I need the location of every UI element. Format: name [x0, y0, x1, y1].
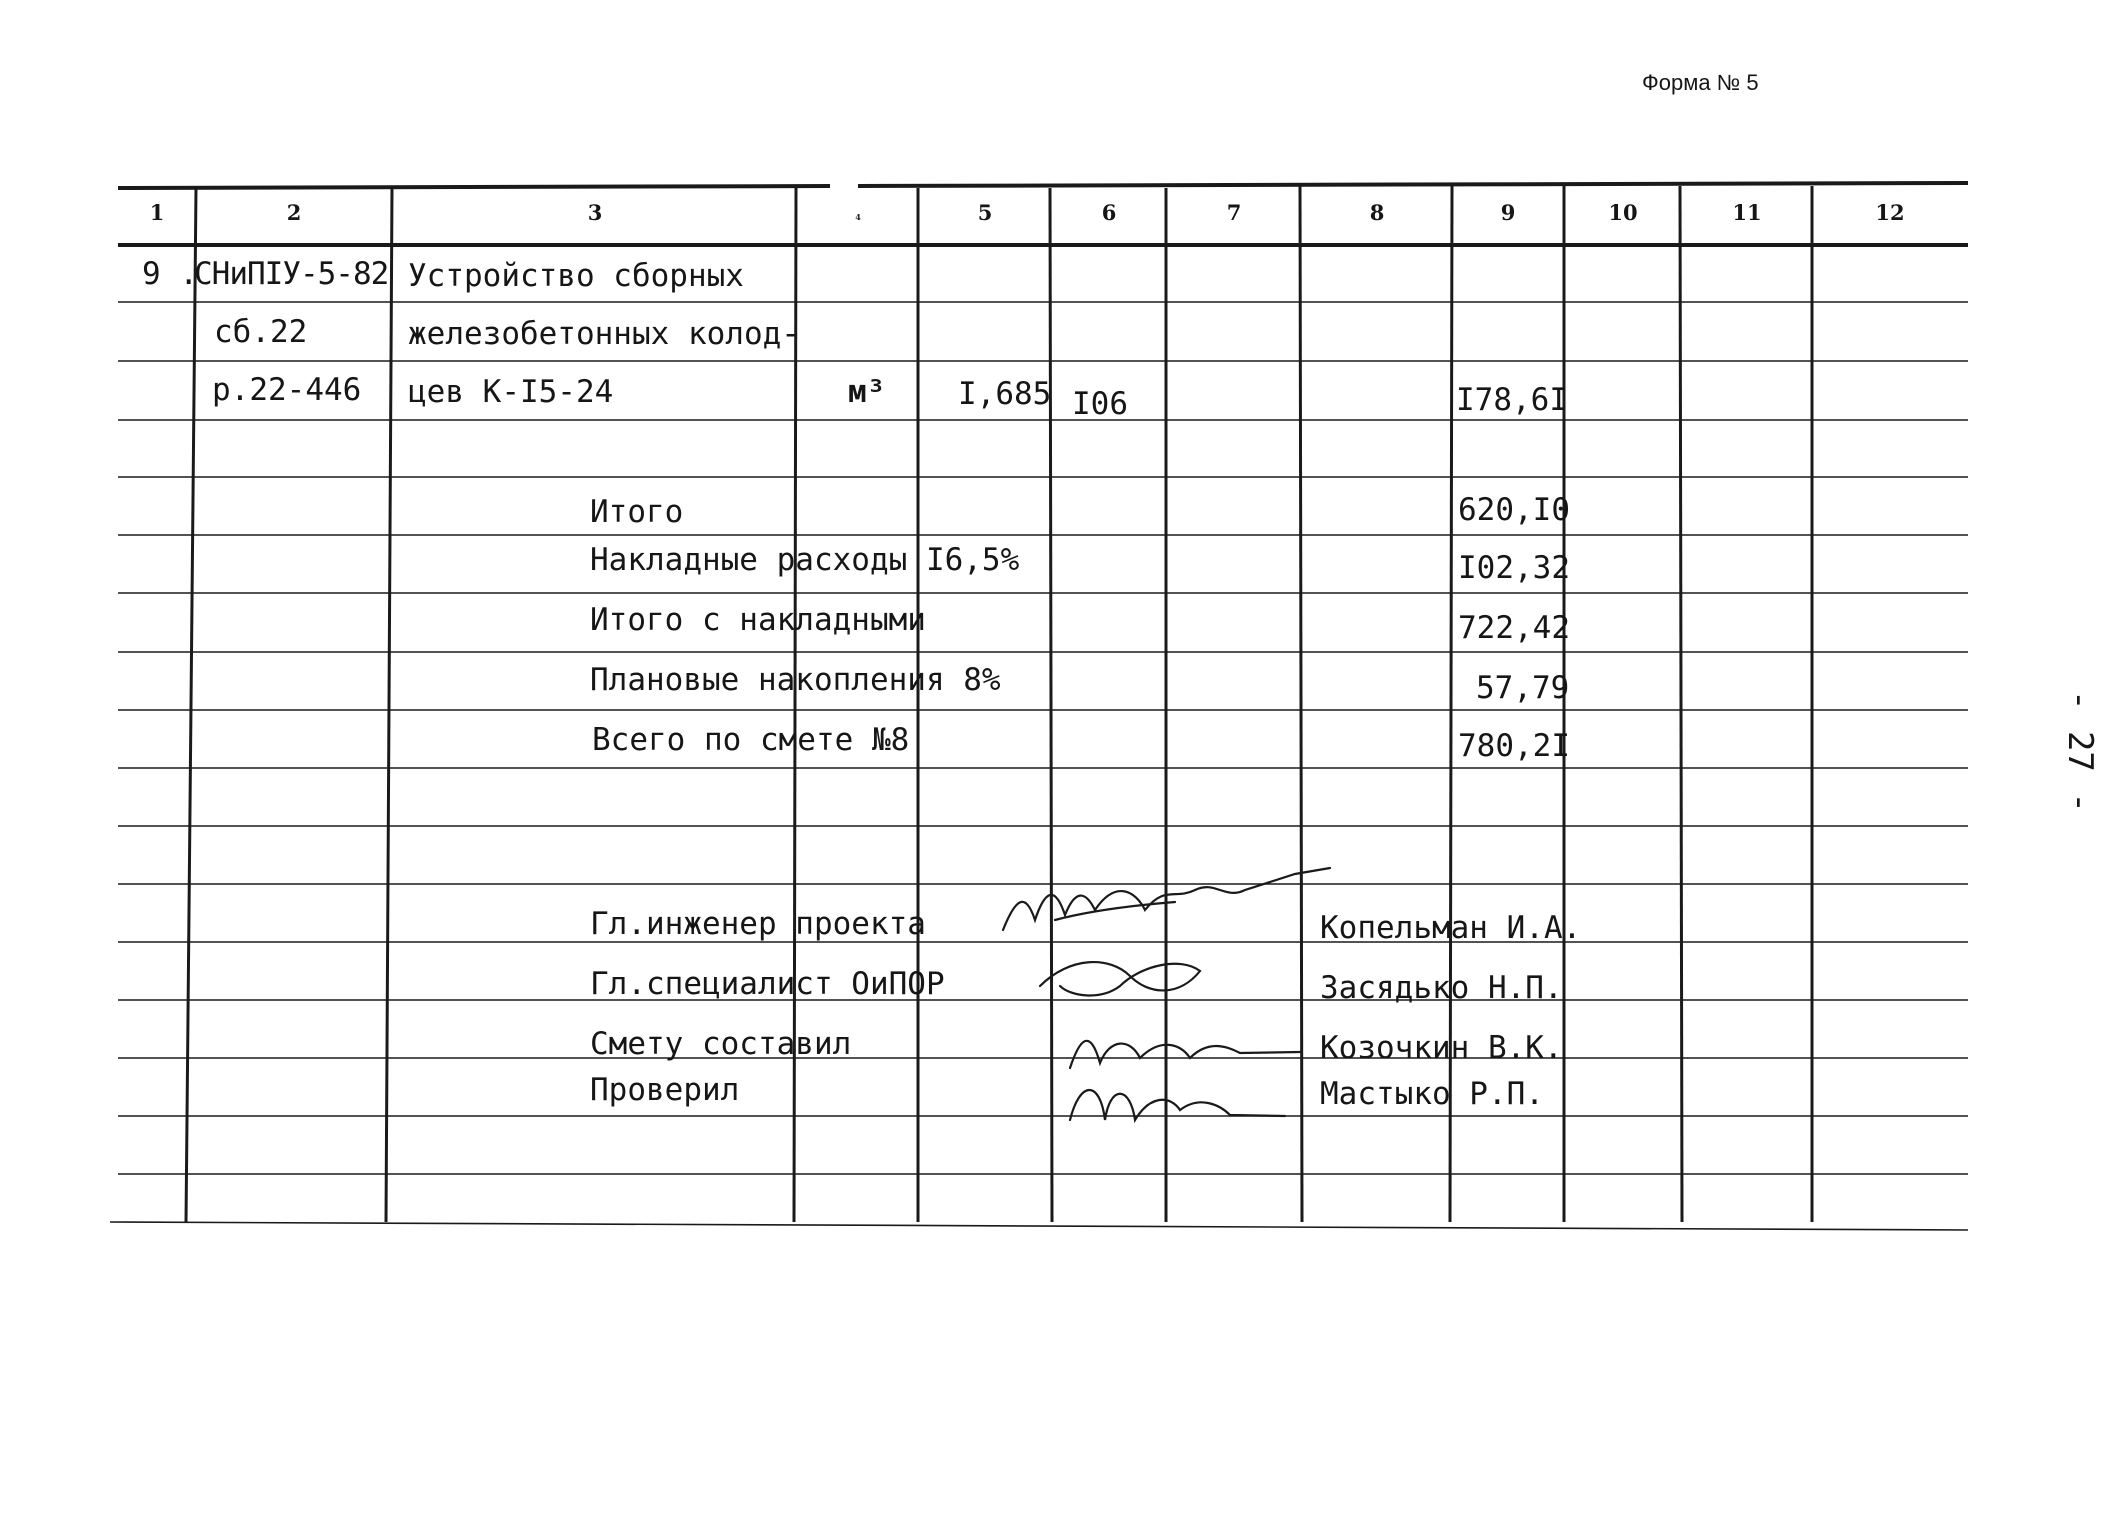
column-header-11: 11 — [1732, 200, 1762, 225]
handwritten-signature-chief-engineer — [995, 860, 1335, 950]
signature-name-chief-engineer: Копельман И.А. — [1320, 910, 1582, 946]
column-header-12: 12 — [1875, 200, 1905, 225]
item-ref-line-1: СНиПIУ-5-82 — [194, 256, 389, 292]
summary-value-total-with-overhead: 722,42 — [1458, 610, 1570, 646]
signature-role-chief-engineer: Гл.инженер проекта — [590, 906, 926, 942]
column-header-3: 3 — [587, 200, 603, 225]
column-header-4: 4 — [855, 212, 861, 222]
signature-name-compiled-by: Козочкин В.К. — [1320, 1030, 1563, 1066]
summary-value-total: 620,I0 — [1458, 492, 1570, 528]
column-header-8: 8 — [1369, 200, 1385, 225]
summary-label-grand-total: Всего по смете №8 — [592, 722, 910, 758]
summary-label-total-with-overhead: Итого с накладными — [590, 602, 926, 638]
item-unit-price: I06 — [1072, 386, 1128, 422]
signature-name-checked-by: Мастыко Р.П. — [1320, 1076, 1544, 1112]
summary-label-overhead: Накладные расходы I6,5% — [590, 542, 1020, 578]
item-quantity: I,685 — [958, 376, 1052, 412]
summary-value-planned-savings: 57,79 — [1476, 670, 1570, 706]
page-number: - 27 - — [2060, 690, 2100, 813]
handwritten-signature-compiled-by — [1060, 1018, 1310, 1078]
item-ref-line-3: р.22-446 — [212, 372, 362, 408]
summary-value-grand-total: 780,2I — [1458, 728, 1570, 764]
item-ref-line-2: сб.22 — [214, 314, 308, 350]
column-header-9: 9 — [1500, 200, 1516, 225]
item-name-line-2: железобетонных колод- — [408, 316, 800, 352]
summary-label-planned-savings: Плановые накопления 8% — [590, 662, 1001, 698]
item-name-line-3: цев К-I5-24 — [408, 374, 614, 410]
item-total: I78,6I — [1456, 382, 1568, 418]
form-label: Форма № 5 — [1642, 70, 1759, 95]
handwritten-signature-checked-by — [1060, 1070, 1290, 1130]
signature-role-checked-by: Проверил — [590, 1072, 740, 1108]
signature-role-chief-specialist: Гл.специалист ОиПОР — [590, 966, 945, 1002]
column-header-10: 10 — [1608, 200, 1638, 225]
summary-value-overhead: I02,32 — [1458, 550, 1570, 586]
item-number: 9 . — [142, 256, 198, 292]
handwritten-signature-chief-specialist — [1030, 946, 1230, 1006]
column-header-1: 1 — [149, 200, 165, 225]
signature-role-compiled-by: Смету составил — [590, 1026, 852, 1062]
column-header-2: 2 — [286, 200, 302, 225]
item-unit: м³ — [848, 374, 886, 410]
column-header-6: 6 — [1101, 200, 1117, 225]
item-name-line-1: Устройство сборных — [408, 258, 744, 294]
column-header-7: 7 — [1226, 200, 1242, 225]
signature-name-chief-specialist: Засядько Н.П. — [1320, 970, 1563, 1006]
summary-label-total: Итого — [590, 494, 684, 530]
column-header-5: 5 — [977, 200, 993, 225]
